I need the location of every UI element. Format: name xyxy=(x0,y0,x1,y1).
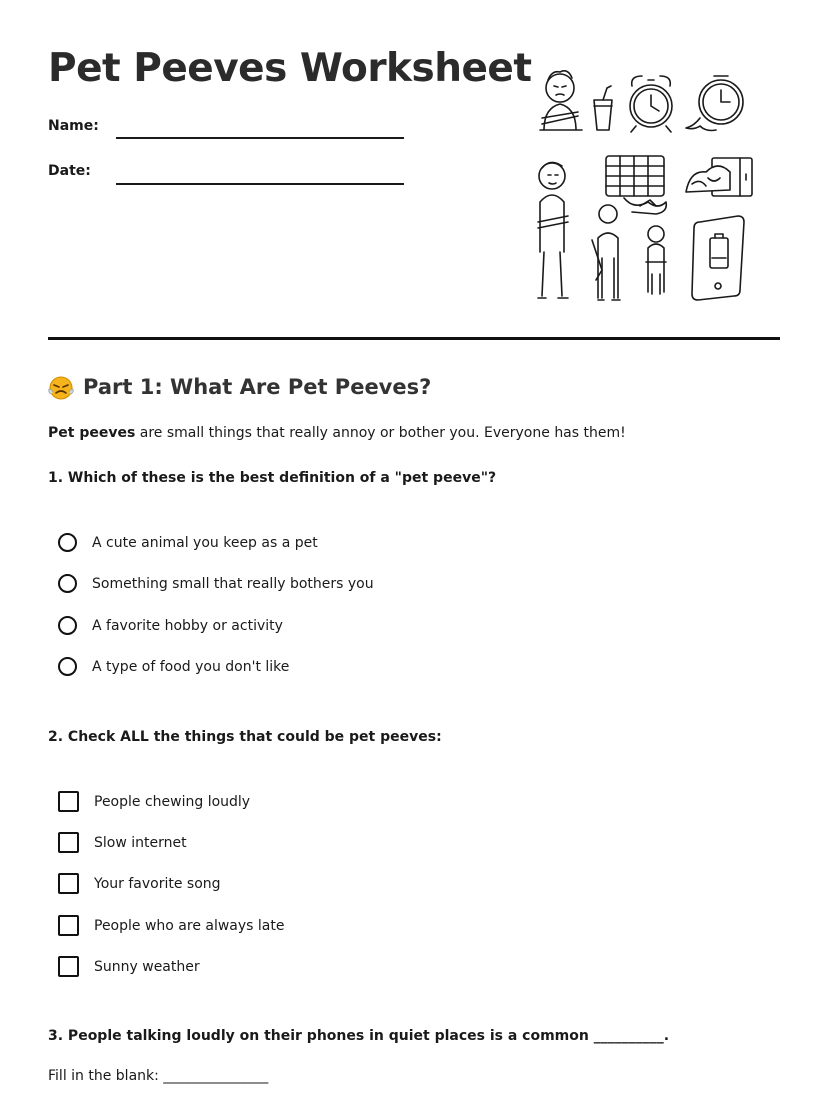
q1-option-4[interactable] xyxy=(58,657,289,676)
option-label: Slow internet xyxy=(94,834,187,851)
radio-button[interactable] xyxy=(58,574,77,593)
radio-button[interactable] xyxy=(58,657,77,676)
low-battery-phone-icon xyxy=(692,216,744,300)
option-label: People who are always late xyxy=(94,917,285,934)
checkbox[interactable] xyxy=(58,832,79,853)
section-divider xyxy=(48,337,780,340)
option-label: A type of food you don't like xyxy=(92,658,290,675)
question-1: 1. Which of these is the best definition of a "pet peeve"? xyxy=(48,470,497,486)
fill-in-blank[interactable]: Fill in the blank: _______________ xyxy=(48,1068,269,1084)
intro-bold-term: Pet peeves xyxy=(48,425,136,441)
messy-drawer-icon xyxy=(686,158,752,196)
date-line[interactable] xyxy=(116,183,404,185)
pet-peeves-illustrations xyxy=(528,62,768,308)
question-3: 3. People talking loudly on their phones in quiet places is a common __________. xyxy=(48,1028,670,1044)
checkbox[interactable] xyxy=(58,873,79,894)
option-label: Something small that really bothers you xyxy=(92,575,374,592)
question-2: 2. Check ALL the things that could be pet peeves: xyxy=(48,729,442,745)
intro-rest: are small things that really annoy or bother you. Everyone has them! xyxy=(135,425,626,441)
messy-desk-icon xyxy=(606,156,666,214)
q1-option-2[interactable] xyxy=(58,574,374,593)
date-label: Date: xyxy=(48,163,91,179)
melting-clock-icon xyxy=(686,76,743,131)
ringing-alarm-clock-icon xyxy=(630,76,672,132)
radio-button[interactable] xyxy=(58,616,77,635)
name-label: Name: xyxy=(48,118,99,134)
checkbox[interactable] xyxy=(58,956,79,977)
option-label: Your favorite song xyxy=(94,875,221,892)
q1-option-1[interactable] xyxy=(58,533,318,552)
annoyed-person-arms-crossed-icon xyxy=(540,71,582,130)
q2-option-1[interactable] xyxy=(58,791,250,812)
q2-option-4[interactable] xyxy=(58,915,285,936)
q1-option-3[interactable] xyxy=(58,616,283,635)
option-label: A cute animal you keep as a pet xyxy=(92,534,318,551)
name-line[interactable] xyxy=(116,137,404,139)
option-label: Sunny weather xyxy=(94,958,200,975)
option-label: A favorite hobby or activity xyxy=(92,617,283,634)
q2-option-3[interactable] xyxy=(58,873,221,894)
drink-cup-icon xyxy=(594,86,612,130)
worksheet-title: Pet Peeves Worksheet xyxy=(48,46,532,91)
q2-option-2[interactable] xyxy=(58,832,187,853)
standing-person-icon xyxy=(538,162,568,298)
radio-button[interactable] xyxy=(58,533,77,552)
part1-heading xyxy=(48,374,431,400)
q2-option-5[interactable] xyxy=(58,956,200,977)
checkbox[interactable] xyxy=(58,915,79,936)
intro-text xyxy=(48,425,626,441)
steaming-angry-face-icon xyxy=(48,374,74,400)
waiting-people-icon xyxy=(592,205,666,300)
part1-heading-text: Part 1: What Are Pet Peeves? xyxy=(83,375,432,399)
checkbox[interactable] xyxy=(58,791,79,812)
option-label: People chewing loudly xyxy=(94,793,251,810)
